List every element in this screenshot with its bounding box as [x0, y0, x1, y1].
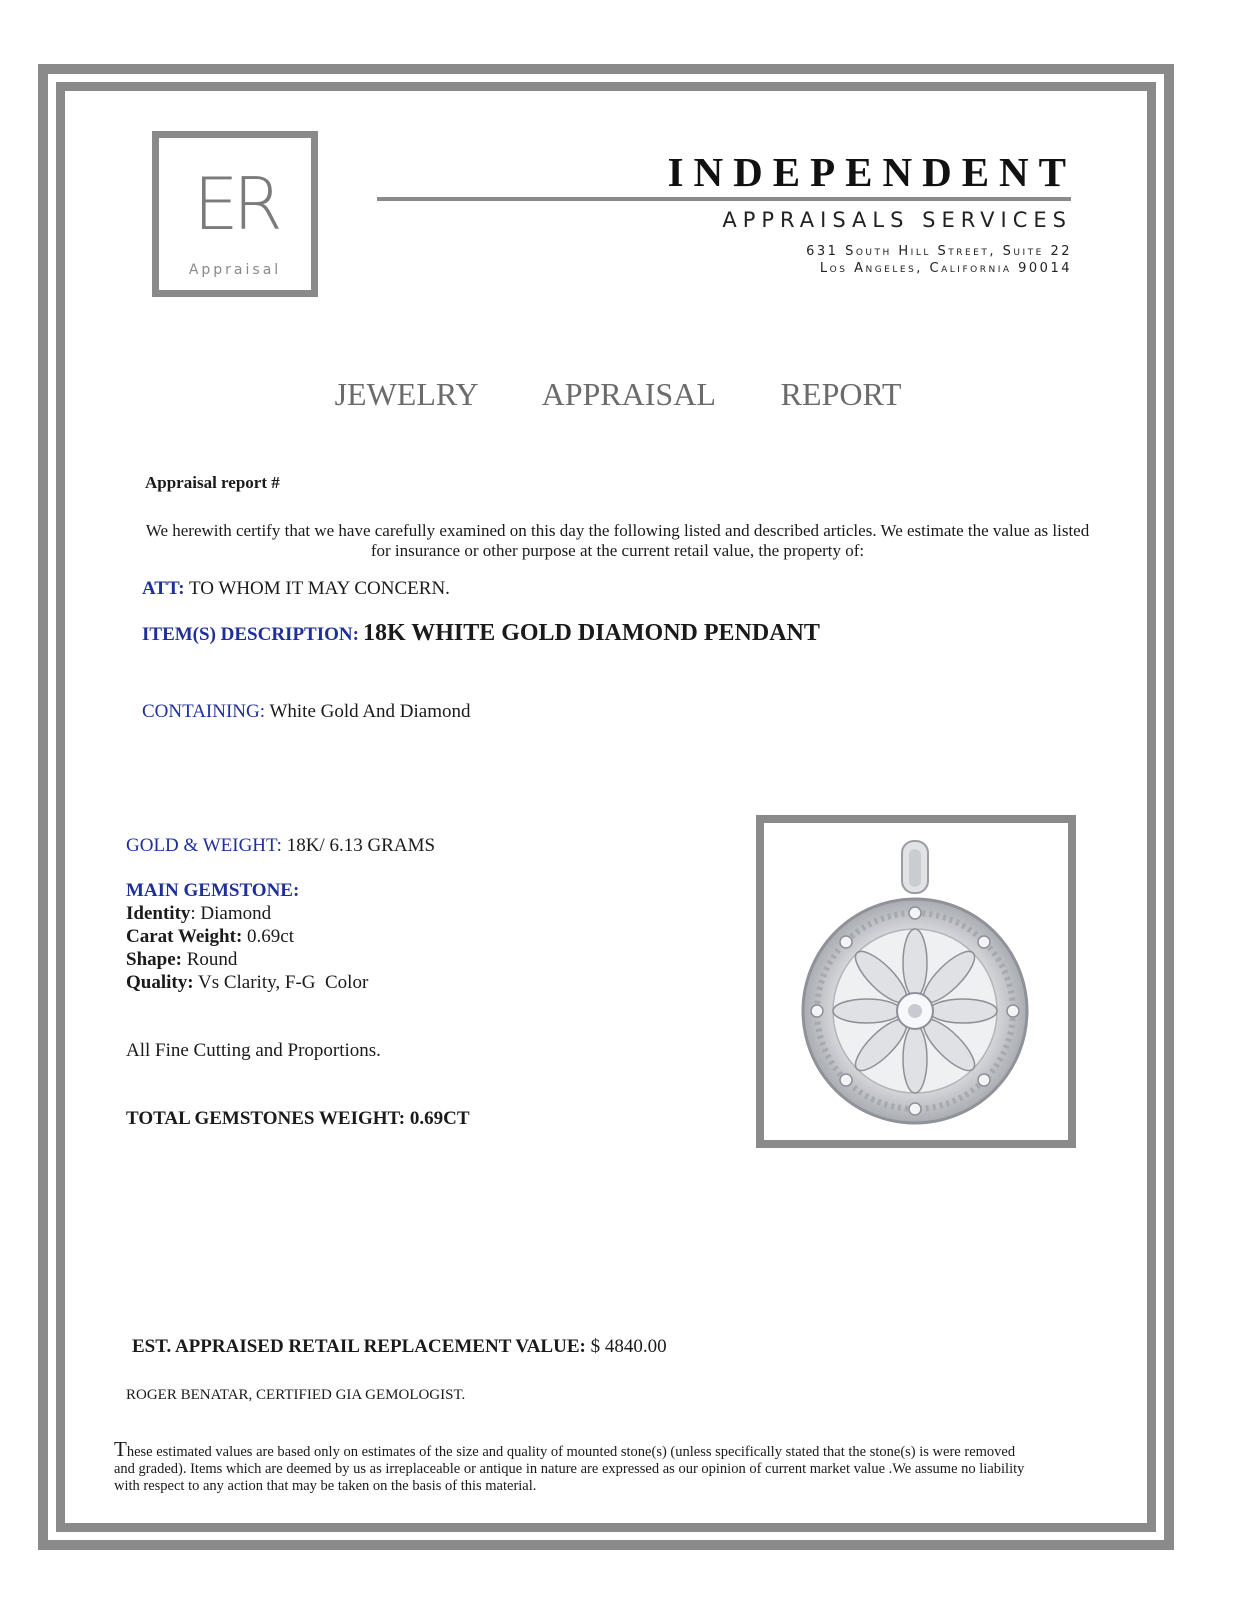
carat-label: Carat Weight:: [126, 926, 243, 947]
pendant-illustration: [764, 823, 1068, 1140]
pendant-photo: [756, 815, 1076, 1148]
att-row: [142, 578, 450, 600]
company-name: INDEPENDENT: [667, 149, 1076, 195]
report-title: JEWELRY APPRAISAL REPORT: [334, 376, 902, 412]
carat-row: [126, 926, 294, 948]
inner-border: [56, 82, 1156, 1532]
containing-row: [142, 701, 471, 723]
logo-monogram: ER: [193, 162, 277, 246]
containing-label: CONTAINING:: [142, 701, 266, 722]
valuation-row: [132, 1336, 667, 1358]
carat-value: 0.69ct: [247, 926, 294, 947]
header-divider: [377, 197, 1071, 201]
valuation-label: EST. APPRAISED RETAIL REPLACEMENT VALUE:: [132, 1336, 586, 1357]
valuation-value: $ 4840.00: [590, 1336, 667, 1357]
certification-text: We herewith certify that we have carefully examined on this day the following listed and described articles. We estimate the value as listed for insurance or other purpose at the current retail value, the property of:: [145, 521, 1090, 560]
company-address-line1: 631 South Hill Street, Suite 22: [806, 244, 1072, 259]
shape-label: Shape:: [126, 949, 182, 970]
company-address-line2: Los Angeles, California 90014: [819, 261, 1072, 276]
item-value: 18K WHITE GOLD DIAMOND PENDANT: [362, 620, 820, 646]
company-subtitle: APPRAISALS SERVICES: [722, 208, 1072, 232]
quality-value: Vs Clarity, F-G Color: [197, 972, 369, 993]
quality-row: [126, 972, 368, 994]
logo-subtitle: Appraisal: [188, 262, 282, 278]
shape-value: Round: [186, 949, 238, 970]
att-label: ATT:: [142, 578, 185, 599]
disclaimer-text: hese estimated values are based only on estimates of the size and quality of mounted stone(s) (unless specifically stated that the stone(s) is were removed and graded). Items which are deemed by us as irreplaceable or antique in nature are expressed as our opinion of current market value .We assume no liability with respect to any action that may be taken on the basis of this material.: [114, 1444, 1025, 1494]
total-gemstones-weight: TOTAL GEMSTONES WEIGHT: 0.69CT: [126, 1108, 470, 1129]
identity-row: [126, 903, 271, 925]
quality-label: Quality:: [126, 972, 194, 993]
main-gemstone-heading: MAIN GEMSTONE:: [126, 880, 300, 901]
shape-row: [126, 949, 237, 971]
company-logo: [152, 131, 318, 297]
cutting-note: All Fine Cutting and Proportions.: [126, 1040, 381, 1061]
identity-value: : Diamond: [190, 903, 272, 924]
report-number-label: Appraisal report #: [145, 473, 280, 492]
containing-value: White Gold And Diamond: [269, 701, 471, 722]
signatory: ROGER BENATAR, CERTIFIED GIA GEMOLOGIST.: [126, 1387, 466, 1403]
gold-weight-row: [126, 835, 435, 857]
gold-weight-value: 18K/ 6.13 GRAMS: [286, 835, 436, 856]
identity-label: Identity: [126, 903, 191, 924]
disclaimer-initial: T: [114, 1437, 127, 1461]
item-description-row: [142, 620, 820, 647]
gold-weight-label: GOLD & WEIGHT:: [126, 835, 282, 856]
item-label: ITEM(S) DESCRIPTION:: [142, 624, 359, 645]
att-value: TO WHOM IT MAY CONCERN.: [189, 578, 450, 599]
disclaimer: [114, 1437, 1034, 1495]
